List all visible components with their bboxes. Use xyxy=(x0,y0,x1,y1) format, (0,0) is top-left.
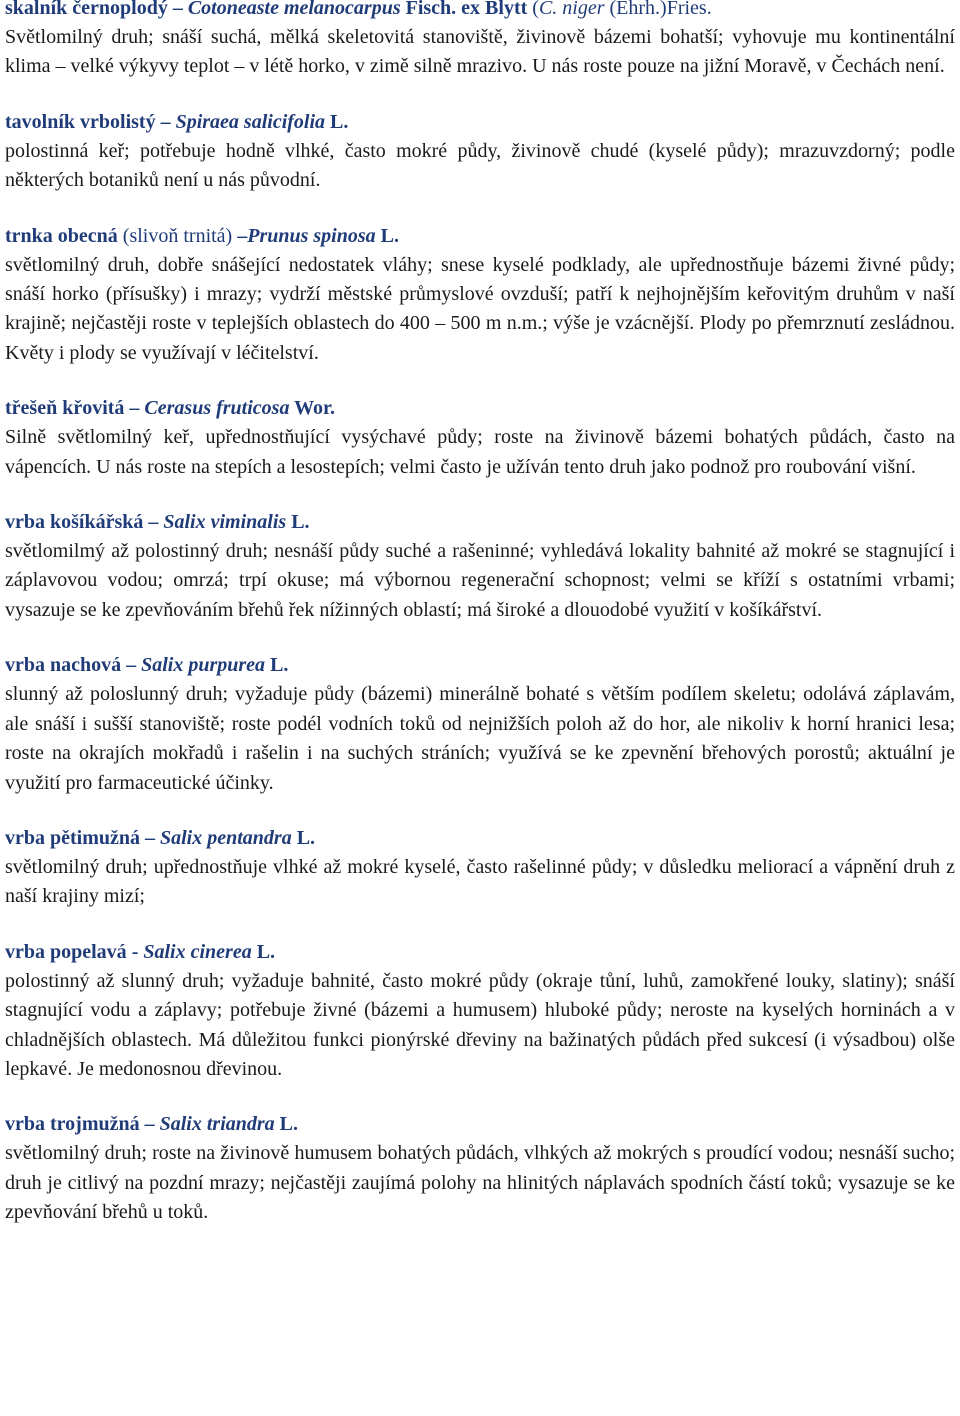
author-abbrev: L. xyxy=(251,940,276,963)
species-heading xyxy=(5,108,955,137)
species-entry xyxy=(5,222,955,369)
czech-name: vrba popelavá xyxy=(5,940,127,963)
author-abbrev: L. xyxy=(274,1113,299,1136)
alternate-name: (slivoň trnitá) xyxy=(117,224,238,247)
czech-name: vrba košíkářská xyxy=(5,511,144,534)
synonym-open: ( xyxy=(532,0,539,19)
author-abbrev: L. xyxy=(265,654,289,677)
species-entry xyxy=(5,108,955,196)
czech-name: trnka obecná xyxy=(5,224,118,247)
heading-dash: – xyxy=(167,0,188,19)
czech-name: skalník černoplodý xyxy=(5,0,168,19)
author-abbrev: L. xyxy=(375,224,399,247)
species-description: Světlomilný druh; snáší suchá, mělká skeletovitá stanoviště, živinově bázemi bohatší; vyhovuje mu kontinentální klima – velké výkyvy teplot – v létě horko, v zimě silně mrazivo. U nás roste pouze na jižní Moravě, v Čechách není. xyxy=(5,26,955,78)
czech-name: vrba nachová xyxy=(5,654,122,677)
species-description: světlomilný druh; upřednostňuje vlhké až mokré kyselé, často rašelinné půdy; v důsledku meliorací a vápnění druh z naší krajiny mizí; xyxy=(5,855,955,908)
scientific-name: Salix cinerea xyxy=(143,940,252,963)
species-entry xyxy=(5,0,955,82)
author-abbrev: L. xyxy=(291,826,316,849)
species-heading xyxy=(5,938,955,967)
czech-name: třešeň křovitá xyxy=(5,397,125,420)
species-heading xyxy=(5,508,955,537)
heading-dash: – xyxy=(237,224,248,247)
scientific-name: Salix purpurea xyxy=(141,654,266,677)
author-abbrev: L. xyxy=(325,110,349,133)
species-entry xyxy=(5,508,955,625)
species-heading xyxy=(5,222,955,251)
species-heading xyxy=(5,394,955,423)
species-description: polostinná keř; potřebuje hodně vlhké, často mokré půdy, živinově chudé (kyselé půdy); mrazuvzdorný; podle některých botaniků není u nás původní. xyxy=(5,139,955,192)
czech-name: vrba trojmužná xyxy=(5,1113,140,1136)
synonym-author: (Ehrh.)Fries. xyxy=(604,0,712,19)
species-description: Silně světlomilný keř, upřednostňující vysýchavé půdy; roste na živinově bázemi bohatých půdách, často na vápencích. U nás roste na stepích a lesostepích; velmi často je užíván tento druh jako podnož pro roubování višní. xyxy=(5,426,955,478)
author-abbrev: Fisch. ex Blytt xyxy=(400,0,533,19)
scientific-name: Cotoneaste melanocarpus xyxy=(187,0,401,19)
heading-dash: - xyxy=(126,940,144,963)
heading-dash: – xyxy=(140,826,160,849)
heading-dash: – xyxy=(124,397,145,420)
species-heading xyxy=(5,651,955,680)
czech-name: vrba pětimužná xyxy=(5,826,140,849)
species-entry xyxy=(5,824,955,912)
species-description: světlomilný druh, dobře snášející nedostatek vláhy; snese kyselé podklady, ale upřednostňuje bázemi živné půdy; snáší horko (přísušky) i mrazy; vydrží městské průmyslové ovzduší; patří k nejhojnějším keřovitým druhům v naší krajině; nejčastěji roste v teplejších oblastech do 400 – 500 m n.m.; výše je vzácnější. Plody po přemrznutí zesládnou. Květy i plody se využívají v léčitelství. xyxy=(5,253,955,364)
heading-dash: – xyxy=(121,654,142,677)
synonym-name: C. niger xyxy=(538,0,605,19)
author-abbrev: Wor. xyxy=(289,397,336,420)
czech-name: tavolník vrbolistý xyxy=(5,110,156,133)
species-entry xyxy=(5,394,955,482)
species-heading xyxy=(5,1110,955,1139)
scientific-name: Prunus spinosa xyxy=(247,224,376,247)
species-description: světlomilný druh; roste na živinově humusem bohatých půdách, vlhkých až mokrých s proudící vodou; nesnáší sucho; druh je citlivý na pozdní mrazy; nejčastěji zaujímá polohy na hlinitých náplavách spodních částí toků; vysazuje se ke zpevňování břehů u toků. xyxy=(5,1142,955,1224)
scientific-name: Spiraea salicifolia xyxy=(175,110,326,133)
species-entry xyxy=(5,651,955,798)
species-heading xyxy=(5,824,955,853)
scientific-name: Salix viminalis xyxy=(163,511,287,534)
species-heading xyxy=(5,0,955,23)
species-description: světlomilmý až polostinný druh; nesnáší půdy suché a rašeninné; vyhledává lokality bahnité až mokré se stagnující i záplavovou vodou; omrzá; trpí okuse; má výbornou regenerační schopnost; velmi se kříží s ostatními vrbami; vysazuje se ke zpevňováním břehů řek nížinných oblastí; má široké a dlouodobé využití v košíkářství. xyxy=(5,540,955,621)
species-entry xyxy=(5,938,955,1085)
scientific-name: Cerasus fruticosa xyxy=(144,397,290,420)
heading-dash: – xyxy=(143,511,164,534)
species-description: polostinný až slunný druh; vyžaduje bahnité, často mokré půdy (okraje tůní, luhů, zamokřené louky, slatiny); snáší stagnující vodu a záplavy; potřebuje živné (bázemi a humusem) hluboké půdy; neroste na kyselých horninách a v chladnějších oblastech. Má důležitou funkci pionýrské dřeviny na bažinatých půdách před sukcesí (i výsadbou) olše lepkavé. Je medonosnou dřevinou. xyxy=(5,969,955,1080)
species-description: slunný až poloslunný druh; vyžaduje půdy (bázemi) minerálně bohaté s větším podílem skeletu; odolává záplavám, ale snáší i sušší stanoviště; roste podél vodních toků od nejnižších poloh až do hor, ale nikoliv k horní hranici lesa; roste na okrajích mokřadů i rašelin i na suchých stráních; využívá se ke zpevnění břehových porostů; aktuální je využití pro farmaceutické účinky. xyxy=(5,683,955,794)
heading-dash: – xyxy=(155,110,176,133)
species-entry xyxy=(5,1110,955,1227)
scientific-name: Salix triandra xyxy=(159,1113,275,1136)
heading-dash: – xyxy=(139,1113,160,1136)
author-abbrev: L. xyxy=(286,511,310,534)
scientific-name: Salix pentandra xyxy=(160,826,292,849)
